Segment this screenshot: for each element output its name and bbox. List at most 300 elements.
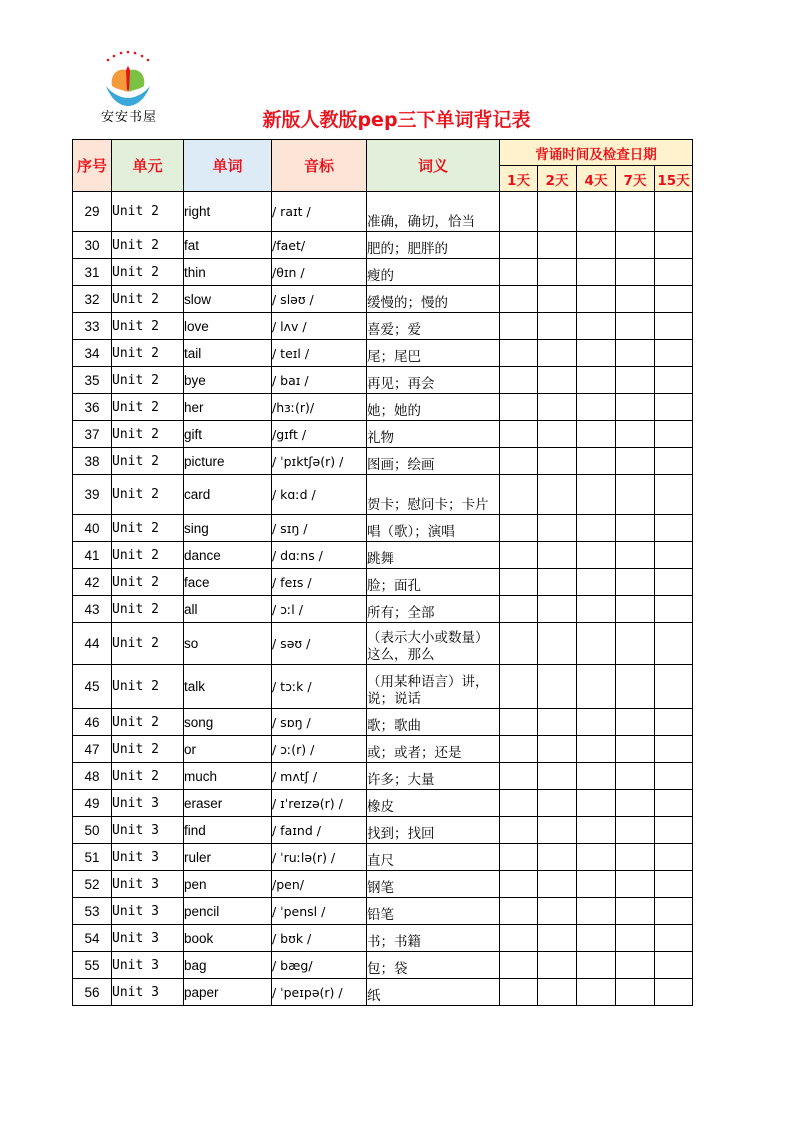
- row-word: gift: [184, 421, 272, 448]
- check-day-15[interactable]: [655, 192, 693, 232]
- check-day-4[interactable]: [577, 709, 616, 736]
- row-phonetic: / ˈpɪktʃə(r) /: [272, 448, 367, 475]
- check-day-15[interactable]: [655, 709, 693, 736]
- check-day-4[interactable]: [577, 790, 616, 817]
- header-num: 序号: [73, 140, 112, 192]
- row-meaning: （用某种语言）讲，说；说话: [367, 665, 500, 709]
- check-day-7[interactable]: [616, 313, 655, 340]
- check-day-2[interactable]: [538, 367, 577, 394]
- check-day-15[interactable]: [655, 286, 693, 313]
- check-day-1[interactable]: [500, 421, 538, 448]
- row-word: face: [184, 569, 272, 596]
- check-day-4[interactable]: [577, 394, 616, 421]
- check-day-15[interactable]: [655, 340, 693, 367]
- check-day-15[interactable]: [655, 898, 693, 925]
- check-day-7[interactable]: [616, 763, 655, 790]
- row-meaning: 喜爱；爱: [367, 313, 500, 340]
- check-day-1[interactable]: [500, 952, 538, 979]
- row-unit: Unit 2: [112, 623, 184, 665]
- check-day-15[interactable]: [655, 763, 693, 790]
- header-word: 单词: [184, 140, 272, 192]
- row-num: 31: [73, 259, 112, 286]
- check-day-7[interactable]: [616, 871, 655, 898]
- row-num: 33: [73, 313, 112, 340]
- check-day-2[interactable]: [538, 925, 577, 952]
- check-day-2[interactable]: [538, 286, 577, 313]
- row-num: 39: [73, 475, 112, 515]
- check-day-4[interactable]: [577, 665, 616, 709]
- table-row: [73, 340, 693, 367]
- row-meaning: 准确，确切，恰当: [367, 192, 500, 232]
- header-day-2: 2天: [538, 166, 577, 192]
- table-row: [73, 192, 693, 232]
- check-day-4[interactable]: [577, 313, 616, 340]
- row-phonetic: / bæg/: [272, 952, 367, 979]
- check-day-7[interactable]: [616, 340, 655, 367]
- check-day-7[interactable]: [616, 925, 655, 952]
- table-row: [73, 313, 693, 340]
- check-day-7[interactable]: [616, 952, 655, 979]
- row-unit: Unit 2: [112, 542, 184, 569]
- row-unit: Unit 2: [112, 313, 184, 340]
- check-day-4[interactable]: [577, 817, 616, 844]
- row-phonetic: /pen/: [272, 871, 367, 898]
- row-unit: Unit 2: [112, 421, 184, 448]
- row-unit: Unit 2: [112, 665, 184, 709]
- row-phonetic: / sɪŋ /: [272, 515, 367, 542]
- check-day-1[interactable]: [500, 232, 538, 259]
- row-word: bye: [184, 367, 272, 394]
- check-day-15[interactable]: [655, 871, 693, 898]
- check-day-7[interactable]: [616, 844, 655, 871]
- check-day-1[interactable]: [500, 569, 538, 596]
- check-day-7[interactable]: [616, 569, 655, 596]
- row-unit: Unit 2: [112, 569, 184, 596]
- row-phonetic: / feɪs /: [272, 569, 367, 596]
- check-day-1[interactable]: [500, 736, 538, 763]
- check-day-4[interactable]: [577, 340, 616, 367]
- check-day-2[interactable]: [538, 394, 577, 421]
- check-day-4[interactable]: [577, 515, 616, 542]
- table-row: [73, 952, 693, 979]
- table-row: [73, 259, 693, 286]
- check-day-4[interactable]: [577, 898, 616, 925]
- check-day-7[interactable]: [616, 286, 655, 313]
- check-day-4[interactable]: [577, 421, 616, 448]
- row-word: song: [184, 709, 272, 736]
- check-day-1[interactable]: [500, 367, 538, 394]
- header-day-7: 7天: [616, 166, 655, 192]
- table-row: [73, 394, 693, 421]
- row-unit: Unit 2: [112, 709, 184, 736]
- check-day-4[interactable]: [577, 569, 616, 596]
- check-day-15[interactable]: [655, 542, 693, 569]
- check-day-15[interactable]: [655, 421, 693, 448]
- row-phonetic: / səʊ /: [272, 623, 367, 665]
- check-day-7[interactable]: [616, 979, 655, 1006]
- check-day-7[interactable]: [616, 898, 655, 925]
- check-day-15[interactable]: [655, 515, 693, 542]
- row-num: 56: [73, 979, 112, 1006]
- table-row: [73, 475, 693, 515]
- row-num: 35: [73, 367, 112, 394]
- row-phonetic: / sɒŋ /: [272, 709, 367, 736]
- table-row: [73, 790, 693, 817]
- row-num: 55: [73, 952, 112, 979]
- check-day-2[interactable]: [538, 790, 577, 817]
- row-unit: Unit 3: [112, 898, 184, 925]
- header-meaning: 词义: [367, 140, 500, 192]
- header-day-15: 15天: [655, 166, 693, 192]
- check-day-1[interactable]: [500, 448, 538, 475]
- check-day-15[interactable]: [655, 952, 693, 979]
- check-day-7[interactable]: [616, 367, 655, 394]
- row-word: picture: [184, 448, 272, 475]
- check-day-1[interactable]: [500, 844, 538, 871]
- row-num: 30: [73, 232, 112, 259]
- check-day-15[interactable]: [655, 925, 693, 952]
- check-day-15[interactable]: [655, 817, 693, 844]
- row-meaning: 所有；全部: [367, 596, 500, 623]
- check-day-2[interactable]: [538, 979, 577, 1006]
- check-day-4[interactable]: [577, 232, 616, 259]
- check-day-2[interactable]: [538, 596, 577, 623]
- row-num: 46: [73, 709, 112, 736]
- check-day-15[interactable]: [655, 844, 693, 871]
- check-day-2[interactable]: [538, 421, 577, 448]
- row-unit: Unit 2: [112, 475, 184, 515]
- row-phonetic: / teɪl /: [272, 340, 367, 367]
- check-day-15[interactable]: [655, 313, 693, 340]
- row-phonetic: / ˈruːlə(r) /: [272, 844, 367, 871]
- row-phonetic: / ɪˈreɪzə(r) /: [272, 790, 367, 817]
- check-day-2[interactable]: [538, 542, 577, 569]
- row-phonetic: / bʊk /: [272, 925, 367, 952]
- check-day-4[interactable]: [577, 448, 616, 475]
- row-phonetic: / ɔː(r) /: [272, 736, 367, 763]
- check-day-4[interactable]: [577, 979, 616, 1006]
- check-day-1[interactable]: [500, 623, 538, 665]
- row-meaning: 脸；面孔: [367, 569, 500, 596]
- check-day-7[interactable]: [616, 192, 655, 232]
- table-row: [73, 569, 693, 596]
- check-day-4[interactable]: [577, 844, 616, 871]
- check-day-7[interactable]: [616, 475, 655, 515]
- check-day-1[interactable]: [500, 709, 538, 736]
- row-phonetic: / dɑːns /: [272, 542, 367, 569]
- check-day-1[interactable]: [500, 665, 538, 709]
- row-meaning: 纸: [367, 979, 500, 1006]
- check-day-4[interactable]: [577, 475, 616, 515]
- check-day-2[interactable]: [538, 232, 577, 259]
- check-day-2[interactable]: [538, 736, 577, 763]
- row-word: right: [184, 192, 272, 232]
- row-unit: Unit 3: [112, 952, 184, 979]
- vocabulary-table: [72, 139, 693, 1006]
- check-day-2[interactable]: [538, 709, 577, 736]
- row-num: 38: [73, 448, 112, 475]
- row-word: card: [184, 475, 272, 515]
- check-day-7[interactable]: [616, 394, 655, 421]
- check-day-7[interactable]: [616, 421, 655, 448]
- row-phonetic: / baɪ /: [272, 367, 367, 394]
- check-day-15[interactable]: [655, 979, 693, 1006]
- check-day-7[interactable]: [616, 817, 655, 844]
- check-day-4[interactable]: [577, 763, 616, 790]
- check-day-1[interactable]: [500, 871, 538, 898]
- row-unit: Unit 2: [112, 596, 184, 623]
- check-day-15[interactable]: [655, 367, 693, 394]
- row-phonetic: / sləʊ /: [272, 286, 367, 313]
- check-day-7[interactable]: [616, 515, 655, 542]
- row-phonetic: / kɑːd /: [272, 475, 367, 515]
- table-row: [73, 596, 693, 623]
- row-num: 52: [73, 871, 112, 898]
- row-word: eraser: [184, 790, 272, 817]
- row-meaning: 图画；绘画: [367, 448, 500, 475]
- row-word: slow: [184, 286, 272, 313]
- check-day-2[interactable]: [538, 817, 577, 844]
- check-day-7[interactable]: [616, 232, 655, 259]
- check-day-1[interactable]: [500, 596, 538, 623]
- row-word: or: [184, 736, 272, 763]
- table-row: [73, 763, 693, 790]
- check-day-2[interactable]: [538, 192, 577, 232]
- check-day-7[interactable]: [616, 665, 655, 709]
- row-unit: Unit 2: [112, 286, 184, 313]
- header-review: 背诵时间及检查日期: [500, 140, 693, 166]
- check-day-7[interactable]: [616, 596, 655, 623]
- row-unit: Unit 2: [112, 192, 184, 232]
- row-phonetic: /hɜː(r)/: [272, 394, 367, 421]
- table-row: [73, 871, 693, 898]
- row-word: dance: [184, 542, 272, 569]
- row-phonetic: / mʌtʃ /: [272, 763, 367, 790]
- check-day-4[interactable]: [577, 192, 616, 232]
- table-row: [73, 232, 693, 259]
- check-day-2[interactable]: [538, 569, 577, 596]
- check-day-4[interactable]: [577, 542, 616, 569]
- row-num: 54: [73, 925, 112, 952]
- row-num: 50: [73, 817, 112, 844]
- check-day-7[interactable]: [616, 709, 655, 736]
- row-meaning: 再见；再会: [367, 367, 500, 394]
- row-num: 32: [73, 286, 112, 313]
- row-meaning: 歌；歌曲: [367, 709, 500, 736]
- check-day-4[interactable]: [577, 596, 616, 623]
- row-phonetic: / faɪnd /: [272, 817, 367, 844]
- check-day-15[interactable]: [655, 448, 693, 475]
- check-day-1[interactable]: [500, 790, 538, 817]
- row-meaning: 书；书籍: [367, 925, 500, 952]
- row-word: all: [184, 596, 272, 623]
- row-num: 41: [73, 542, 112, 569]
- check-day-1[interactable]: [500, 979, 538, 1006]
- row-num: 48: [73, 763, 112, 790]
- row-num: 47: [73, 736, 112, 763]
- check-day-15[interactable]: [655, 232, 693, 259]
- row-word: talk: [184, 665, 272, 709]
- row-meaning: 缓慢的；慢的: [367, 286, 500, 313]
- check-day-2[interactable]: [538, 340, 577, 367]
- row-meaning: 铅笔: [367, 898, 500, 925]
- table-row: [73, 623, 693, 665]
- table-row: [73, 421, 693, 448]
- check-day-2[interactable]: [538, 871, 577, 898]
- check-day-1[interactable]: [500, 817, 538, 844]
- row-meaning: 肥的；肥胖的: [367, 232, 500, 259]
- check-day-2[interactable]: [538, 313, 577, 340]
- table-row: [73, 925, 693, 952]
- check-day-7[interactable]: [616, 790, 655, 817]
- row-word: thin: [184, 259, 272, 286]
- check-day-1[interactable]: [500, 286, 538, 313]
- table-row: [73, 286, 693, 313]
- row-word: bag: [184, 952, 272, 979]
- check-day-15[interactable]: [655, 569, 693, 596]
- row-meaning: 直尺: [367, 844, 500, 871]
- check-day-1[interactable]: [500, 259, 538, 286]
- row-unit: Unit 2: [112, 448, 184, 475]
- row-num: 40: [73, 515, 112, 542]
- check-day-2[interactable]: [538, 763, 577, 790]
- check-day-2[interactable]: [538, 623, 577, 665]
- row-word: pencil: [184, 898, 272, 925]
- row-num: 44: [73, 623, 112, 665]
- row-meaning: 橡皮: [367, 790, 500, 817]
- row-unit: Unit 3: [112, 925, 184, 952]
- table-row: [73, 665, 693, 709]
- table-row: [73, 542, 693, 569]
- row-word: tail: [184, 340, 272, 367]
- row-word: book: [184, 925, 272, 952]
- check-day-2[interactable]: [538, 898, 577, 925]
- row-unit: Unit 3: [112, 844, 184, 871]
- row-phonetic: / ˈpensl /: [272, 898, 367, 925]
- row-num: 34: [73, 340, 112, 367]
- row-phonetic: / ɔːl /: [272, 596, 367, 623]
- check-day-15[interactable]: [655, 596, 693, 623]
- check-day-4[interactable]: [577, 871, 616, 898]
- row-word: sing: [184, 515, 272, 542]
- check-day-7[interactable]: [616, 542, 655, 569]
- check-day-2[interactable]: [538, 844, 577, 871]
- row-word: love: [184, 313, 272, 340]
- check-day-1[interactable]: [500, 340, 538, 367]
- check-day-4[interactable]: [577, 952, 616, 979]
- check-day-1[interactable]: [500, 313, 538, 340]
- check-day-4[interactable]: [577, 925, 616, 952]
- row-word: her: [184, 394, 272, 421]
- check-day-2[interactable]: [538, 475, 577, 515]
- check-day-1[interactable]: [500, 475, 538, 515]
- row-num: 51: [73, 844, 112, 871]
- check-day-2[interactable]: [538, 952, 577, 979]
- row-unit: Unit 3: [112, 790, 184, 817]
- row-phonetic: / raɪt /: [272, 192, 367, 232]
- check-day-1[interactable]: [500, 763, 538, 790]
- row-word: pen: [184, 871, 272, 898]
- logo-text: 安安书屋: [100, 110, 157, 125]
- check-day-4[interactable]: [577, 259, 616, 286]
- row-meaning: （表示大小或数量）这么，那么: [367, 623, 500, 665]
- row-unit: Unit 2: [112, 232, 184, 259]
- check-day-1[interactable]: [500, 925, 538, 952]
- header-phonetic: 音标: [272, 140, 367, 192]
- check-day-2[interactable]: [538, 448, 577, 475]
- row-meaning: 唱（歌）；演唱: [367, 515, 500, 542]
- row-num: 53: [73, 898, 112, 925]
- check-day-2[interactable]: [538, 515, 577, 542]
- table-row: [73, 979, 693, 1006]
- row-num: 37: [73, 421, 112, 448]
- row-word: so: [184, 623, 272, 665]
- check-day-7[interactable]: [616, 736, 655, 763]
- header-day-4: 4天: [577, 166, 616, 192]
- row-unit: Unit 3: [112, 871, 184, 898]
- table-row: [73, 736, 693, 763]
- check-day-15[interactable]: [655, 790, 693, 817]
- page-title: 新版人教版pep三下单词背记表: [262, 109, 531, 131]
- check-day-7[interactable]: [616, 259, 655, 286]
- row-word: paper: [184, 979, 272, 1006]
- check-day-1[interactable]: [500, 394, 538, 421]
- row-meaning: 找到；找回: [367, 817, 500, 844]
- row-unit: Unit 2: [112, 736, 184, 763]
- row-unit: Unit 3: [112, 979, 184, 1006]
- row-unit: Unit 2: [112, 259, 184, 286]
- check-day-2[interactable]: [538, 259, 577, 286]
- table-row: [73, 709, 693, 736]
- check-day-15[interactable]: [655, 665, 693, 709]
- table-row: [73, 367, 693, 394]
- row-num: 45: [73, 665, 112, 709]
- check-day-4[interactable]: [577, 623, 616, 665]
- check-day-15[interactable]: [655, 475, 693, 515]
- row-unit: Unit 2: [112, 515, 184, 542]
- row-phonetic: / tɔːk /: [272, 665, 367, 709]
- check-day-15[interactable]: [655, 394, 693, 421]
- check-day-15[interactable]: [655, 736, 693, 763]
- check-day-4[interactable]: [577, 286, 616, 313]
- check-day-4[interactable]: [577, 367, 616, 394]
- check-day-1[interactable]: [500, 898, 538, 925]
- row-phonetic: / lʌv /: [272, 313, 367, 340]
- row-meaning: 许多；大量: [367, 763, 500, 790]
- check-day-1[interactable]: [500, 542, 538, 569]
- row-meaning: 礼物: [367, 421, 500, 448]
- check-day-7[interactable]: [616, 448, 655, 475]
- row-meaning: 她；她的: [367, 394, 500, 421]
- check-day-7[interactable]: [616, 623, 655, 665]
- row-num: 36: [73, 394, 112, 421]
- check-day-1[interactable]: [500, 192, 538, 232]
- check-day-4[interactable]: [577, 736, 616, 763]
- check-day-2[interactable]: [538, 665, 577, 709]
- row-unit: Unit 2: [112, 394, 184, 421]
- row-num: 29: [73, 192, 112, 232]
- table-row: [73, 448, 693, 475]
- table-row: [73, 844, 693, 871]
- row-meaning: 包；袋: [367, 952, 500, 979]
- check-day-15[interactable]: [655, 623, 693, 665]
- row-unit: Unit 2: [112, 763, 184, 790]
- check-day-1[interactable]: [500, 515, 538, 542]
- check-day-15[interactable]: [655, 259, 693, 286]
- row-unit: Unit 2: [112, 367, 184, 394]
- row-word: much: [184, 763, 272, 790]
- row-meaning: 瘦的: [367, 259, 500, 286]
